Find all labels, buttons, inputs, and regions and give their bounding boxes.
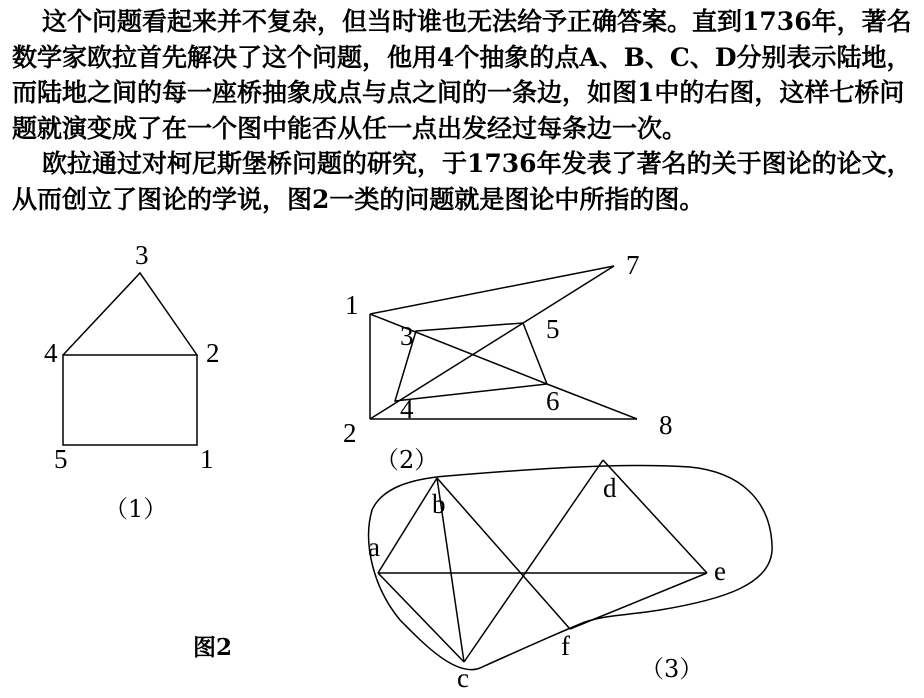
- g2-vertex-7: 7: [626, 250, 640, 280]
- graph-3: [368, 460, 772, 693]
- g3-vertex-e: e: [714, 556, 726, 586]
- g3-vertex-c: c: [457, 663, 469, 693]
- g1-vertex-2: 2: [206, 338, 220, 368]
- graph-2-caption: （2）: [375, 446, 439, 474]
- g2-vertex-8: 8: [659, 410, 673, 440]
- paragraph-1: 这个问题看起来并不复杂，但当时谁也无法给予正确答案。直到1736年，著名数学家欧拉首先解决了这个问题，他用4个抽象的点A、B、C、D分别表示陆地，而陆地之间的每一座桥抽象成点与点之间的一条边，如图1中的右图，这样七桥问题就演变成了在一个图中能否从任一点出发经过每条边一次。: [12, 7, 912, 143]
- g2-vertex-5: 5: [546, 314, 560, 344]
- g1-vertex-1: 1: [200, 444, 214, 474]
- graph-1-roof: [63, 273, 197, 355]
- g3-vertex-d: d: [603, 473, 617, 503]
- g1-vertex-5: 5: [54, 444, 68, 474]
- g2-vertex-4: 4: [400, 394, 414, 424]
- graph-3-boundary: [369, 465, 773, 669]
- g1-vertex-4: 4: [44, 338, 58, 368]
- g3-vertex-f: f: [561, 631, 570, 661]
- g1-vertex-3: 3: [135, 240, 149, 270]
- g2-vertex-1: 1: [345, 290, 359, 320]
- g2-vertex-6: 6: [546, 386, 560, 416]
- figure-label: 图2: [193, 634, 233, 661]
- graph-3-caption: （3）: [640, 655, 704, 683]
- graph-1: [44, 240, 220, 523]
- graph-2: [343, 250, 673, 474]
- g3-vertex-a: a: [368, 532, 380, 562]
- paragraph-2: 欧拉通过对柯尼斯堡桥问题的研究，于1736年发表了著名的关于图论的论文，从而创立了图论的学说，图2一类的问题就是图论中所指的图。: [12, 149, 912, 214]
- graph-1-caption: （1）: [104, 495, 168, 523]
- g2-vertex-3: 3: [400, 321, 414, 351]
- g2-vertex-2: 2: [343, 418, 357, 448]
- graph-1-square: [63, 355, 197, 445]
- g3-vertex-b: b: [432, 489, 446, 519]
